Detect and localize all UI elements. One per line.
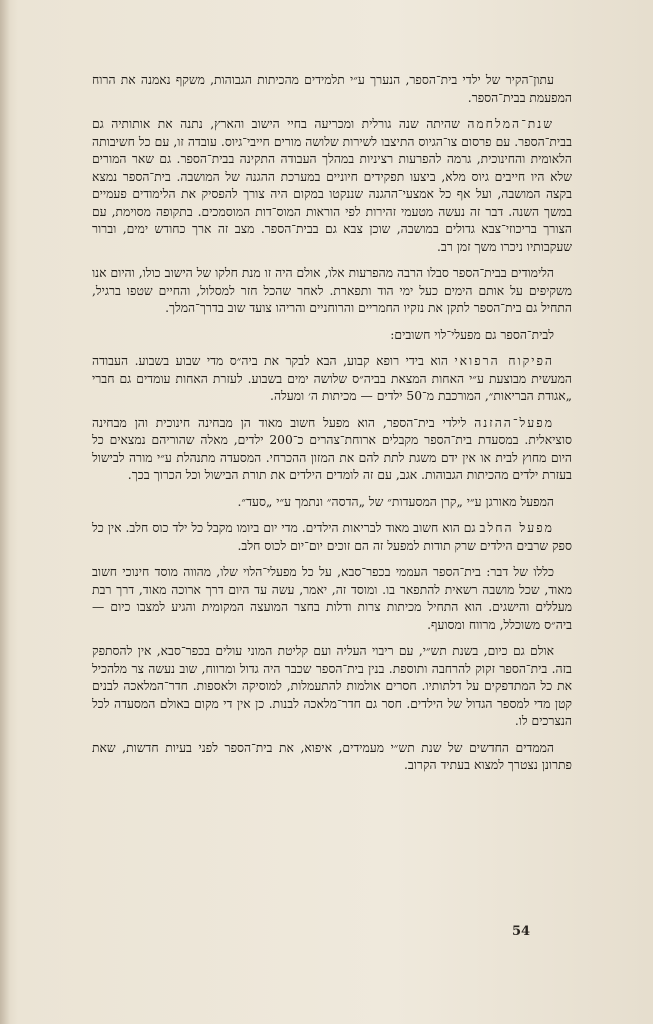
paragraph-text: גם הוא חשוב מאוד לבריאות הילדים. מדי יום ביומו מקבל כל ילד כוס חלב. אין כל ספק שרבים הילדים שרק תודות למפעל זה הם זוכים יום־יום לכוס חלב. [92,521,572,553]
paragraph-lead: הפיקוח הרפואי [454,354,554,368]
paragraph-lead: מפעל־ההזנה [474,415,554,430]
paragraph-text: לילדי בית־הספר, הוא מפעל חשוב מאוד הן מבחינה חינוכית והן מבחינה סוציאלית. במסעדת בית־הספר מקבלים ארוחת־צהרים כ־200 ילדים, מאלה שהוריהם נמצאים כל היום מחוץ לבית או אין ידם משגת לתת להם את המזון ההכרחי. המסעדה מתנהלת ע״י מורה לבישול בעזרת ילדים מהכיתות הגבוהות. אגב, עם זה לומדים הילדים את תורת הבישול וכל הכרוך בכך. [92,415,572,482]
paragraph [92,520,572,555]
paragraph-text: לבית־הספר גם מפעלי־לוי חשובים: [390,327,554,342]
paragraph-lead: מפעל החלב [479,521,554,535]
paragraph [92,564,572,634]
paragraph-text: הלימודים בבית־הספר סבלו הרבה מהפרעות אלו, אולם היה זו מנת חלקו של הישוב כולו, והיום אנו משקיפים על אותם הימים כעל ימי הוד ותפארת. לאחר שהכל חזר למסלול, והחיים שטפו ברגיל, התחיל גם בית־הספר לתקן את נזקיו החמריים והרוחניים והריהו צועד שוב בדרך־המלך. [92,266,572,315]
paragraph [92,740,572,775]
paragraph [92,415,572,485]
paragraph-text: הוא בידי רופא קבוע, הבא לבקר את ביה״ס מדי שבוע בשבוע. העבודה המעשית מבוצעת ע״י האחות המצאת בביה״ס שלושה ימים בשבוע. לעזרת האחות עומדים גם חברי „אגודת הבריאות״, המורכבת מ־50 ילדים — מכיתות ה׳ ומעלה. [92,354,572,403]
paragraph-text: המפעל מאורגן ע״י „קרן המסעדות״ של „הדסה״ ונתמך ע״י „סעד״. [237,494,554,509]
paragraph-text: כללו של דבר: בית־הספר העממי בכפר־סבא, על כל מפעלי־הלוי שלו, מהווה מוסד חינוכי חשוב מאוד, שכל מושבה רשאית להתפאר בו. ומוסד זה, יאמר, עשה עד היום דרך ארוכה מאוד, דרך רבת מעללים והישגים. הוא התחיל מכיתות צרות ודלות בחצר המועצה המקומית והגיע למצבו כיום — ביה״ס משוכלל, מרווח ומסועף. [92,565,572,632]
paragraph-text: שהיתה שנה גורלית ומכריעה בחיי הישוב והארץ, נתנה את אותותיה גם בבית־הספר. עם פרסום צו־הגיוס התיצבו לשירות שלושה מורים חייבי־גיוס. עובדה זו, עם כל חשיבותה הלאומית והחינוכית, גרמה להפרעות רציניות במהלך העבודה התקינה בבית־הספר. גם שאר המורים שלא היו חייבים גיוס מלא, ביצעו תפקידים חיוניים במערכת ההגנה של המושבה. בית־הספר נמצא בקצה המושבה, ועל אף כל אמצעי־ההגנה שננקטו במקום היה צורך להפסיק את הלימודים פעמיים במשך השנה. דבר זה נעשה מטעמי זהירות לפי הוראות המוס־דות המוסמכים. בתקופה מסוימת, עם הצורך בריכוזי־צבא גדולים במושבה, שוכן צבא גם בבית־הספר. מצב זה ארך כחודש ימים, וברור שעקבותיו ניכרו משך זמן רב. [92,117,572,254]
paragraph-lead: שנת־המלחמה [467,117,554,131]
paragraph [92,494,572,512]
paragraph [92,265,572,318]
paragraph [92,327,572,345]
paragraph-text: אולם גם כיום, בשנת תש״י, עם ריבוי העליה ועם קליטת המוני עולים בכפר־סבא, אין להסתפק בזה. בית־הספר זקוק להרחבה ותוספת. בנין בית־הספר שכבר היה גדול ומרווח, שוב נעשה צר מלהכיל את כל המתדפקים על דלתותיו. חסרים אולמות להתעמלות, למוסיקה ולאספות. חדר־המלאכה לבנים קטן מדי למספר הגדול של הילדים. חסר גם חדר־מלאכה לבנות. כן אין די מקום באולם המסעדה לכל הנצרכים לו. [92,644,572,728]
page-number: 54 [512,924,531,939]
body-text [92,72,572,784]
paragraph-text: הממדים החדשים של שנת תש״י מעמידים, איפוא, את בית־הספר לפני בעיות חדשות, שאת פתרונן נצטרך למצוא בעתיד הקרוב. [92,740,572,772]
paragraph [92,643,572,731]
paragraph [92,116,572,256]
paragraph [92,72,572,107]
paragraph [92,353,572,406]
paragraph-text: עתון־הקיר של ילדי בית־הספר, הנערך ע״י תלמידים מהכיתות הגבוהות, משקף נאמנה את הרוח המפעמת בבית־הספר. [92,73,572,105]
